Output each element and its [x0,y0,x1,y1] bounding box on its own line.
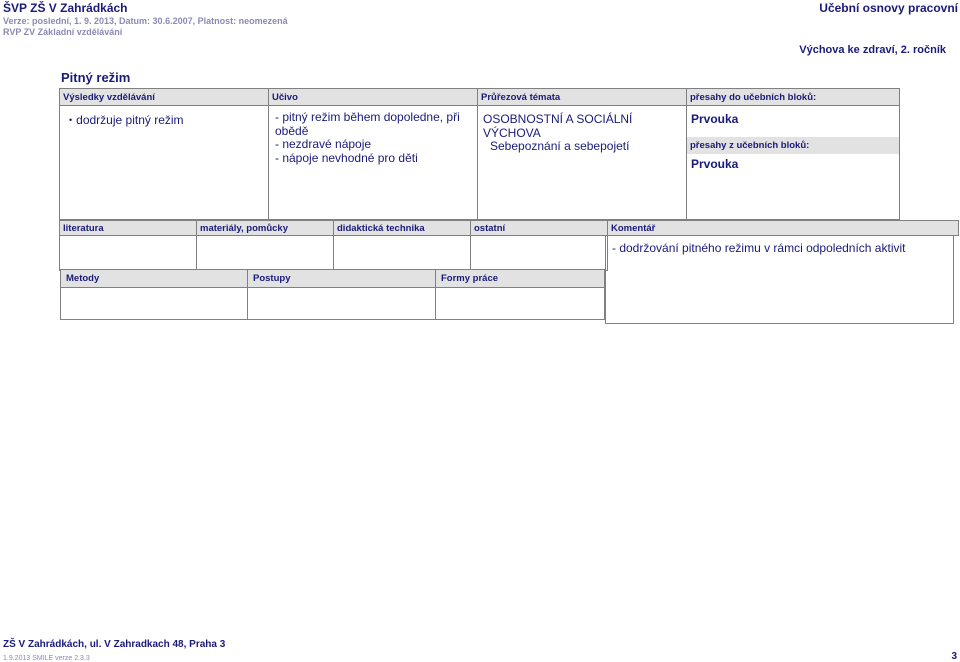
school-name: ŠVP ZŠ V Zahrádkách [3,1,128,15]
header-curriculum: Učivo [269,89,478,106]
header-comment: Komentář [608,221,959,236]
footer-address: ZŠ V Zahrádkách, ul. V Zahradkach 48, Praha 3 [3,639,226,650]
materials-cell [197,236,334,271]
header-outcomes: Výsledky vzdělávání [60,89,269,106]
header-materials: materiály, pomůcky [197,221,334,236]
header-methods: Metody [61,270,248,288]
header-procedures: Postupy [248,270,436,288]
version-line: Verze: poslední, 1. 9. 2013, Datum: 30.6.2007, Platnost: neomezená [3,16,288,26]
rvp-line: RVP ZV Základní vzdělávání [3,27,123,37]
page-number: 3 [951,651,957,662]
topic-title: Pitný režim [61,70,131,85]
curriculum-table [59,88,900,220]
methods-cell [61,288,248,320]
procedures-cell [248,288,436,320]
links-to-value: Prvouka [691,112,739,126]
footer-version: 1.9.2013 SMILE verze 2.3.3 [3,655,90,662]
curriculum-text: - pitný režim během dopoledne, při obědě - nezdravé nápoje - nápoje nevhodné pro děti [275,110,460,165]
technology-cell [334,236,471,271]
comment-text: - dodržování pitného režimu v rámci odpoledních aktivit [605,236,954,324]
header-work-forms: Formy práce [436,270,605,288]
subject-grade: Výchova ke zdraví, 2. ročník [799,44,946,56]
links-cell [687,106,900,220]
header-other: ostatní [471,221,608,236]
outcome-text: dodržuje pitný režim [76,113,184,127]
curriculum-cell [269,106,478,220]
bullet-icon: • [69,115,73,125]
header-technology: didaktická technika [334,221,471,236]
document-title: Učební osnovy pracovní [819,1,958,15]
header-cross-topics: Průřezová témata [478,89,687,106]
header-literature: literatura [60,221,197,236]
links-from-value: Prvouka [691,157,739,171]
literature-cell [60,236,197,271]
outcome-item [60,106,268,128]
work-forms-cell [436,288,605,320]
cross-topics-cell [478,106,687,220]
methods-table [60,269,605,320]
cross-topic-text: OSOBNOSTNÍ A SOCIÁLNÍ VÝCHOVA [483,112,633,140]
other-cell [471,236,608,271]
cross-subtopic-text: Sebepoznání a sebepojetí [490,139,630,153]
outcomes-cell [60,106,269,220]
header-links-to: přesahy do učebních bloků: [687,89,900,106]
links-from-header: přesahy z učebních bloků: [687,137,899,155]
